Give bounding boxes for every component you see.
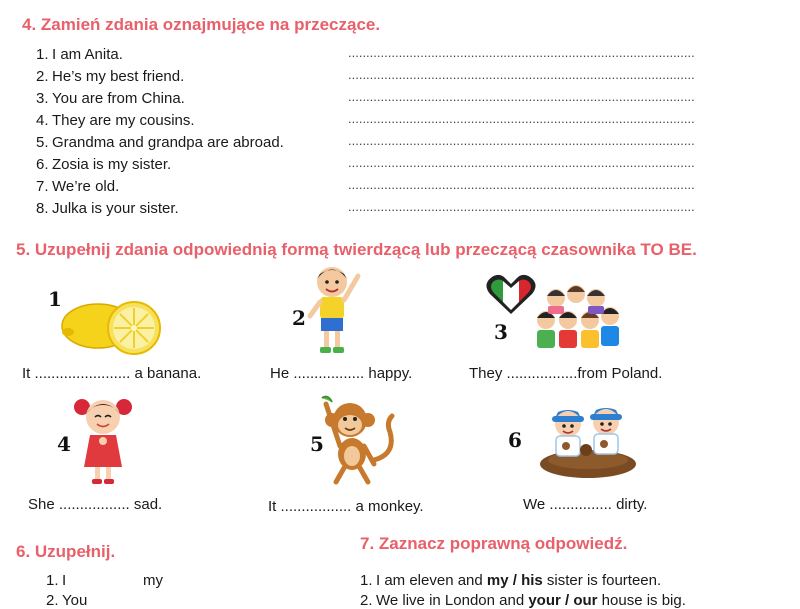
item-pronoun: I <box>62 572 67 589</box>
item-number: 2. <box>360 592 373 609</box>
muddy-kids-icon <box>538 398 638 480</box>
answer-choice[interactable]: my / his <box>486 572 543 589</box>
item-number: 2. <box>46 592 59 609</box>
picture-number: 4 <box>57 432 71 456</box>
answer-line[interactable]: ................................................................................................ <box>348 199 695 214</box>
item-number: 7. <box>36 178 49 195</box>
answer-choice[interactable]: your / our <box>528 592 598 609</box>
exercise-6-heading: 6. Uzupełnij. <box>16 542 116 561</box>
ex5-sentence-1: It ....................... a banana. <box>22 365 202 382</box>
item-pronoun: You <box>62 592 88 609</box>
item-sentence: We’re old. <box>52 178 120 195</box>
item-sentence: He’s my best friend. <box>52 68 185 85</box>
list-item <box>36 44 736 66</box>
item-number: 6. <box>36 156 49 173</box>
exercise-4-list <box>36 44 736 220</box>
item-possessive: my <box>143 572 163 589</box>
item-number: 4. <box>36 112 49 129</box>
item-sentence: Zosia is my sister. <box>52 156 172 173</box>
item-sentence: You are from China. <box>52 90 185 107</box>
list-item <box>36 110 736 132</box>
list-item <box>360 572 661 589</box>
monkey-icon <box>318 394 398 489</box>
item-number: 1. <box>46 572 59 589</box>
answer-line[interactable]: ................................................................................................ <box>348 177 695 192</box>
item-text-before: We live in London and <box>376 592 529 609</box>
answer-line[interactable]: ................................................................................................ <box>348 89 695 104</box>
picture-number: 1 <box>48 287 62 311</box>
list-item <box>46 572 66 589</box>
list-item <box>36 198 736 220</box>
answer-line[interactable]: ................................................................................................ <box>348 111 695 126</box>
item-sentence: Julka is your sister. <box>52 200 179 217</box>
ex5-sentence-3: They .................from Poland. <box>469 365 663 382</box>
answer-line[interactable]: ................................................................................................ <box>348 133 695 148</box>
ex5-sentence-6: We ............... dirty. <box>523 496 648 513</box>
ex5-sentence-4: She ................. sad. <box>28 496 163 513</box>
item-number: 1. <box>360 572 373 589</box>
item-text-after: sister is fourteen. <box>542 572 662 589</box>
item-sentence: They are my cousins. <box>52 112 195 129</box>
picture-number: 3 <box>494 320 508 344</box>
ex5-sentence-2: He ................. happy. <box>270 365 413 382</box>
list-item <box>36 176 736 198</box>
item-sentence: Grandma and grandpa are abroad. <box>52 134 284 151</box>
exercise-4-heading: 4. Zamień zdania oznajmujące na przeczące. <box>22 15 381 34</box>
exercise-7-heading: 7. Zaznacz poprawną odpowiedź. <box>360 534 628 553</box>
picture-number: 2 <box>292 306 306 330</box>
exercise-5-heading: 5. Uzupełnij zdania odpowiednią formą twierdzącą lub przeczącą czasownika TO BE. <box>16 240 697 259</box>
ex5-sentence-5: It ................. a monkey. <box>268 498 424 515</box>
answer-line[interactable]: ................................................................................................ <box>348 155 695 170</box>
item-number: 8. <box>36 200 49 217</box>
answer-line[interactable]: ................................................................................................ <box>348 45 695 60</box>
item-number: 2. <box>36 68 49 85</box>
lemon-icon <box>58 292 168 362</box>
list-item <box>46 592 87 609</box>
italian-children-icon <box>484 274 629 354</box>
list-item <box>360 592 686 609</box>
item-text-before: I am eleven and <box>376 572 487 589</box>
list-item <box>36 154 736 176</box>
answer-line[interactable]: ................................................................................................ <box>348 67 695 82</box>
list-item <box>36 88 736 110</box>
item-number: 3. <box>36 90 49 107</box>
smiling-girl-icon <box>68 393 138 488</box>
list-item <box>36 132 736 154</box>
item-number: 5. <box>36 134 49 151</box>
list-item <box>36 66 736 88</box>
happy-boy-icon <box>298 262 368 357</box>
item-number: 1. <box>36 46 49 63</box>
item-sentence: I am Anita. <box>52 46 123 63</box>
item-text-after: house is big. <box>597 592 686 609</box>
picture-number: 5 <box>310 432 324 456</box>
picture-number: 6 <box>508 428 522 452</box>
